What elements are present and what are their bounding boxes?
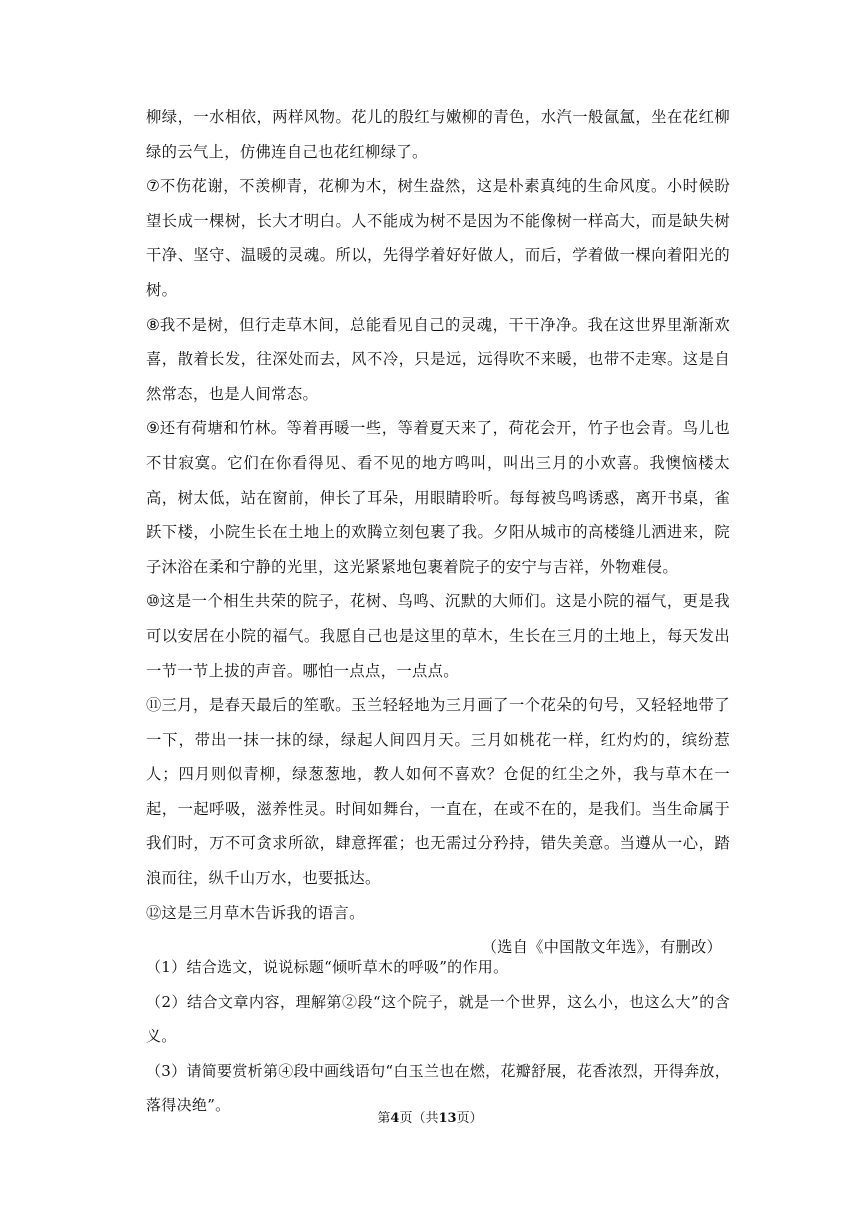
paragraph-number: ⑫	[146, 903, 162, 922]
paragraph-text: 还有荷塘和竹林。等着再暖一些，等着夏天来了，荷花会开，竹子也会青。鸟儿也不甘寂寞。它们在你看得见、看不见的地方鸣叫，叫出三月的小欢喜。我懊恼楼太高，树太低，站在窗前，伸长了耳朵，用眼睛聆听。每每被鸟鸣诱惑，离开书桌，雀跃下楼，小院生长在土地上的欢腾立刻包裹了我。夕阳从城市的高楼缝儿洒进来，院子沐浴在柔和宁静的光里，这光紧紧地包裹着院子的安宁与吉祥，外物难侵。	[146, 419, 731, 576]
paragraph-number: ⑧	[146, 315, 160, 334]
paragraph-number: ⑦	[146, 177, 160, 196]
paragraph-text: 三月，是春天最后的笙歌。玉兰轻轻地为三月画了一个花朵的句号，又轻轻地带了一下，带出一抹一抹的绿，绿起人间四月天。三月如桃花一样，红灼灼的，缤纷惹人；四月则似青柳，绿葱葱地，教人如何不喜欢？仓促的红尘之外，我与草木在一起，一起呼吸，滋养性灵。时间如舞台，一直在，在或不在的，是我们。当生命属于我们时，万不可贪求所欲，肆意挥霍；也无需过分矜持，错失美意。当遵从一心，踏浪而往，纵千山万水，也要抵达。	[146, 696, 730, 888]
paragraph-text: 这是一个相生共荣的院子，花树、鸟鸣、沉默的大师们。这是小院的福气，更是我可以安居在小院的福气。我愿自己也是这里的草木，生长在三月的土地上，每天发出一节一节上拔的声音。哪怕一点点，一点点。	[146, 592, 731, 680]
paragraph-number: ⑨	[146, 419, 160, 438]
paragraph-12	[146, 896, 730, 931]
paragraph-11	[146, 688, 730, 896]
paragraph-text: 我不是树，但行走草木间，总能看见自己的灵魂，干干净净。我在这世界里渐渐欢喜，散着长发，往深处而去，风不冷，只是远，远得吹不来暖，也带不走寒。这是自然常态，也是人间常态。	[146, 315, 731, 403]
paragraph-text: 柳绿，一水相依，两样风物。花儿的殷红与嫩柳的青色，水汽一般氤氲，坐在花红柳绿的云气上，仿佛连自己也花红柳绿了。	[146, 108, 730, 161]
question-3: （3）请简要赏析第④段中画线语句“白玉兰也在燃，花瓣舒展，花香浓烈，开得奔放，落得决绝”。	[146, 1061, 730, 1115]
total-pages: 13	[438, 1111, 457, 1126]
footer-prefix: 第	[377, 1111, 391, 1126]
reading-passage	[146, 100, 730, 965]
footer-suffix: 页）	[456, 1111, 483, 1126]
paragraph-10	[146, 584, 730, 688]
source-citation: （选自《中国散文年选》，有删改）	[481, 938, 722, 957]
paragraph-8	[146, 308, 730, 412]
page-footer	[0, 1109, 860, 1129]
paragraph-number: ⑪	[146, 696, 162, 715]
question-1: （1）结合选文，说说标题“倾听草木的呼吸”的作用。	[146, 958, 509, 976]
paragraph-text: 不伤花谢，不羡柳青，花柳为木，树生盎然，这是朴素真纯的生命风度。小时候盼望长成一棵树，长大才明白。人不能成为树不是因为不能像树一样高大，而是缺失树干净、坚守、温暖的灵魂。所以，先得学着好好做人，而后，学着做一棵向着阳光的树。	[146, 177, 731, 299]
page-number: 4	[390, 1111, 400, 1126]
paragraph-number: ⑩	[146, 592, 160, 611]
paragraph-9	[146, 411, 730, 584]
footer-middle: 页（共	[399, 1111, 439, 1126]
paragraph-text: 这是三月草木告诉我的语言。	[161, 903, 365, 922]
paragraph-7	[146, 169, 730, 307]
question-list	[146, 950, 730, 1123]
paragraph-6-continuation	[146, 100, 730, 169]
question-2: （2）结合文章内容，理解第②段“这个院子，就是一个世界，这么小，也这么大”的含义。	[146, 992, 730, 1046]
